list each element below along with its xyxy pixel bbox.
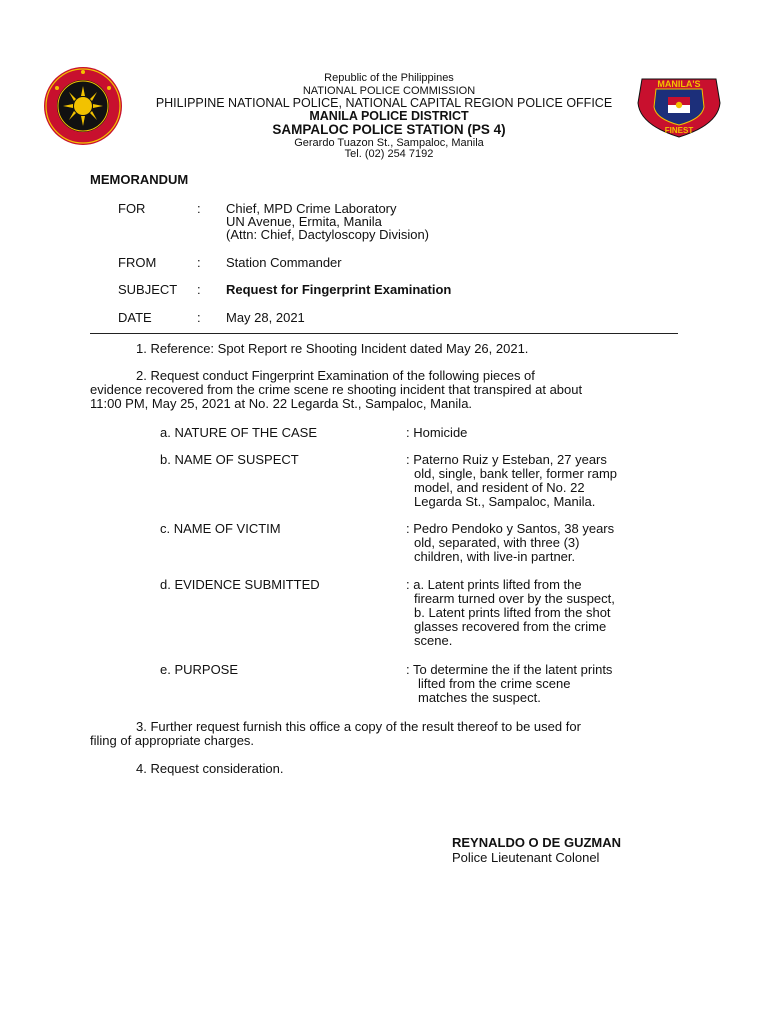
- item-c-value-1: : Pedro Pendoko y Santos, 38 years: [406, 521, 615, 536]
- item-a-value: : Homicide: [406, 425, 468, 440]
- from-value: Station Commander: [226, 255, 342, 270]
- item-d-value-4: glasses recovered from the crime: [414, 619, 607, 634]
- paragraph-4: 4. Request consideration.: [136, 761, 284, 776]
- svg-text:MANILA'S: MANILA'S: [657, 79, 701, 89]
- paragraph-2-line1: 2. Request conduct Fingerprint Examination of the following pieces of: [136, 368, 535, 383]
- item-d-value-2: firearm turned over by the suspect,: [414, 591, 615, 606]
- date-value: May 28, 2021: [226, 310, 305, 325]
- header-republic: Republic of the Philippines: [324, 72, 454, 84]
- header-napolcom: NATIONAL POLICE COMMISSION: [302, 85, 476, 97]
- item-d-label: d. EVIDENCE SUBMITTED: [160, 577, 320, 592]
- header-pnp-ncrpo: PHILIPPINE NATIONAL POLICE, NATIONAL CAPITAL REGION POLICE OFFICE: [155, 96, 613, 110]
- for-colon: :: [197, 201, 201, 216]
- item-d-value-5: scene.: [414, 633, 453, 648]
- item-b-value-2: old, single, bank teller, former ramp: [414, 466, 618, 481]
- subject-colon: :: [197, 282, 201, 297]
- item-b-value-4: Legarda St., Sampaloc, Manila.: [414, 494, 596, 509]
- for-line1: Chief, MPD Crime Laboratory: [226, 201, 397, 216]
- item-d-value-1: : a. Latent prints lifted from the: [406, 577, 582, 592]
- item-e-label: e. PURPOSE: [160, 662, 239, 677]
- for-line3: (Attn: Chief, Dactyloscopy Division): [226, 227, 430, 242]
- item-c-value-2: old, separated, with three (3): [414, 535, 580, 550]
- signatory-name: REYNALDO O DE GUZMAN: [452, 835, 621, 850]
- header-mpd: MANILA POLICE DISTRICT: [309, 109, 469, 123]
- subject-value: Request for Fingerprint Examination: [226, 282, 452, 297]
- svg-text:FINEST: FINEST: [664, 126, 694, 135]
- item-c-label: c. NAME OF VICTIM: [160, 521, 281, 536]
- item-e-value-2: lifted from the crime scene: [418, 676, 571, 691]
- from-label: FROM: [118, 255, 157, 270]
- item-b-value-3: model, and resident of No. 22: [414, 480, 585, 495]
- header-tel: Tel. (02) 254 7192: [344, 148, 434, 160]
- memo-title: MEMORANDUM: [90, 172, 189, 187]
- from-colon: :: [197, 255, 201, 270]
- header-address: Gerardo Tuazon St., Sampaloc, Manila: [294, 137, 484, 149]
- item-e-value-1: : To determine the if the latent prints: [406, 662, 613, 677]
- paragraph-2-line2: evidence recovered from the crime scene re shooting incident that transpired at about: [90, 382, 583, 397]
- paragraph-1: 1. Reference: Spot Report re Shooting Incident dated May 26, 2021.: [136, 341, 529, 356]
- item-d-value-3: b. Latent prints lifted from the shot: [414, 605, 611, 620]
- signatory-rank: Police Lieutenant Colonel: [452, 850, 600, 865]
- date-label: DATE: [118, 310, 152, 325]
- item-e-value-3: matches the suspect.: [418, 690, 541, 705]
- header-station: SAMPALOC POLICE STATION (PS 4): [272, 122, 506, 137]
- item-a-label: a. NATURE OF THE CASE: [160, 425, 317, 440]
- paragraph-3-line1: 3. Further request furnish this office a copy of the result thereof to be used for: [136, 719, 581, 734]
- item-b-value-1: : Paterno Ruiz y Esteban, 27 years: [406, 452, 607, 467]
- item-c-value-3: children, with live-in partner.: [414, 549, 576, 564]
- date-colon: :: [197, 310, 201, 325]
- subject-label: SUBJECT: [118, 282, 178, 297]
- for-line2: UN Avenue, Ermita, Manila: [226, 214, 382, 229]
- header-divider: [90, 333, 678, 334]
- for-label: FOR: [118, 201, 146, 216]
- item-b-label: b. NAME OF SUSPECT: [160, 452, 299, 467]
- paragraph-2-line3: 11:00 PM, May 25, 2021 at No. 22 Legarda St., Sampaloc, Manila.: [90, 396, 473, 411]
- paragraph-3-line2: filing of appropriate charges.: [90, 733, 255, 748]
